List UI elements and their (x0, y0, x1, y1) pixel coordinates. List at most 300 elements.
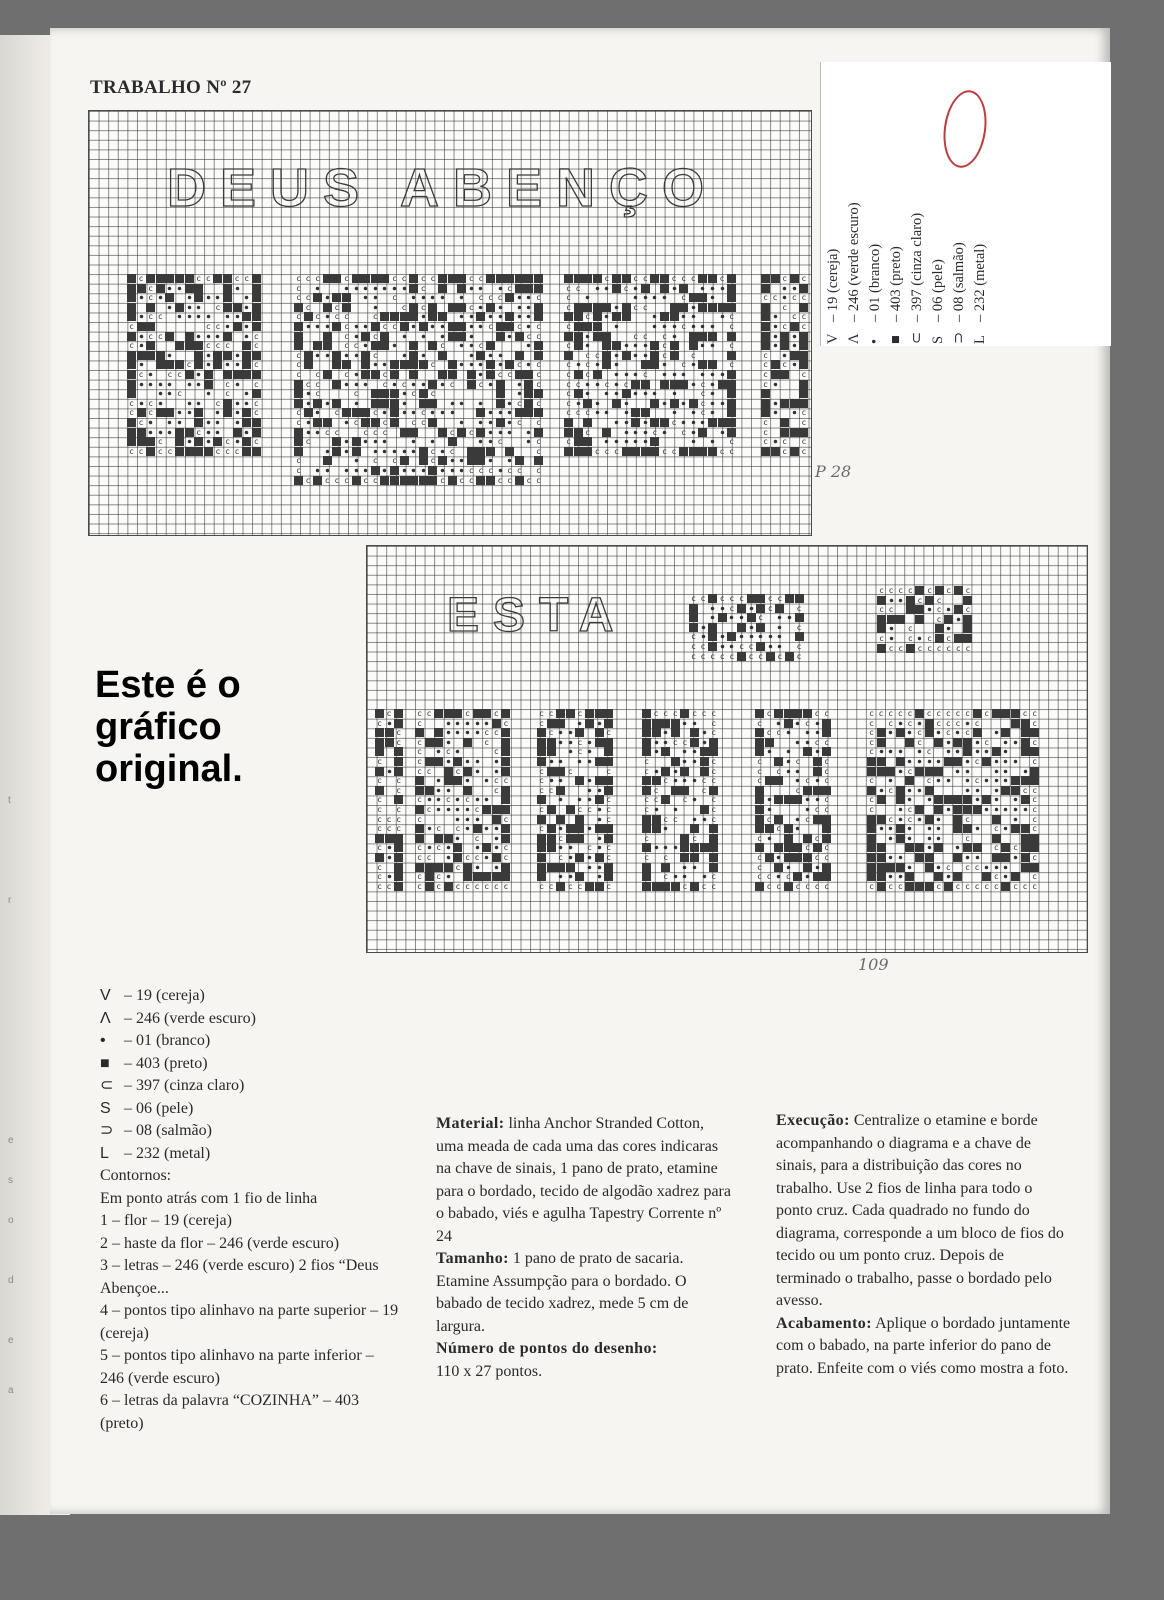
stitch-cell (642, 728, 651, 737)
stitch-cell (1011, 757, 1020, 766)
stitch-cell (780, 293, 789, 302)
stitch-cell (771, 332, 780, 341)
stitch-cell (982, 776, 991, 785)
stitch-cell (556, 815, 565, 824)
stitch-cell (486, 303, 495, 312)
stitch-cell (534, 428, 543, 437)
stitch-cell (934, 872, 943, 881)
stitch-cell (925, 843, 934, 852)
stitch-cell (482, 872, 491, 881)
stitch-cell (935, 634, 944, 643)
stitch-cell (394, 747, 403, 756)
stitch-cell (905, 728, 914, 737)
stitch-cell (1021, 824, 1030, 833)
stitch-cell (194, 351, 203, 360)
stitch-cell: c (377, 881, 382, 891)
stitch-cell (1021, 863, 1030, 872)
stitch-cell (482, 824, 491, 833)
stitch-cell (982, 872, 991, 881)
stitch-cell: c (324, 475, 330, 485)
stitch-cell (765, 795, 774, 804)
stitch-cell (556, 824, 565, 833)
material-paragraph (436, 1113, 732, 1248)
stitch-cell: c (606, 795, 612, 805)
stitch-cell: c (681, 427, 687, 437)
stitch-cell: c (305, 274, 311, 283)
stitch-cell (718, 604, 727, 613)
stitch-cell: c (663, 872, 669, 882)
stitch-cell (496, 351, 505, 360)
stitch-cell (896, 747, 905, 756)
stitch-cell (304, 389, 313, 398)
stitch-cell (718, 428, 727, 437)
stitch-cell (803, 805, 812, 814)
page-title: TRABALHO Nº 27 (90, 77, 252, 98)
stitch-cell (444, 843, 453, 852)
stitch-cell (915, 853, 924, 862)
stitch-cell: c (497, 370, 503, 379)
stitch-cell (765, 853, 774, 862)
stitch-cell (556, 795, 565, 804)
stitch-cell: c (392, 293, 397, 303)
stitch-cell: c (763, 437, 768, 447)
stitch-cell: c (1032, 718, 1038, 728)
stitch-cell (409, 380, 418, 389)
stitch-cell (185, 341, 194, 350)
stitch-cell: c (663, 853, 669, 862)
stitch-cell (642, 843, 651, 852)
stitch-cell: c (927, 586, 932, 595)
stitch-cell: c (566, 341, 571, 351)
stitch-cell (463, 863, 472, 872)
stitch-cell (127, 293, 136, 302)
stitch-cell (524, 303, 533, 312)
stitch-cell (390, 370, 399, 379)
stitch-cell (771, 447, 780, 456)
stitch-cell (877, 615, 886, 624)
stitch-cell (233, 360, 242, 369)
stitch-cell (185, 437, 194, 446)
stitch-cell (925, 815, 934, 824)
stitch-cell (915, 843, 924, 852)
stitch-cell (699, 623, 708, 632)
stitch-cell (784, 757, 793, 766)
stitch-cell (641, 351, 650, 360)
stitch-cell: c (587, 843, 592, 853)
stitch-cell: c (606, 814, 612, 824)
stitch-cell (233, 437, 242, 446)
stitch-cell (185, 274, 194, 283)
stitch-cell (434, 757, 443, 766)
legend-row (100, 985, 400, 1008)
stitch-cell (223, 399, 232, 408)
stitch-cell: c (757, 766, 762, 776)
stitch-cell (419, 456, 428, 465)
size-text: 1 pano de prato de sacaria. (512, 1250, 684, 1267)
stitch-cell: c (148, 283, 154, 293)
stitch-cell (146, 380, 155, 389)
stitch-cell (332, 351, 341, 360)
stitch-cell (473, 795, 482, 804)
stitch-cell (204, 312, 213, 321)
stitch-cell (886, 853, 895, 862)
stitch-cell (803, 872, 812, 881)
stitch-cell: c (700, 398, 706, 408)
stitch-cell (944, 795, 953, 804)
stitch-cell (233, 312, 242, 321)
stitch-cell (709, 843, 718, 852)
stitch-cell: c (417, 737, 422, 747)
stitch-cell: c (719, 651, 725, 661)
stitch-cell: c (701, 709, 707, 718)
stitch-cell (670, 341, 679, 350)
stitch-cell: c (917, 737, 922, 747)
stitch-cell (803, 863, 812, 872)
stitch-cell (444, 776, 453, 785)
stitch-cell (954, 586, 963, 595)
stitch-cell (419, 293, 428, 302)
stitch-cell (361, 274, 370, 283)
stitch-cell (574, 332, 583, 341)
stitch-cell (954, 605, 963, 614)
stitch-cell (622, 312, 631, 321)
stitch-cell (670, 389, 679, 398)
stitch-cell: c (907, 814, 913, 824)
stitch-cell (294, 322, 303, 331)
stitch-cell: c (225, 341, 230, 351)
stitch-cell: c (474, 881, 480, 891)
stitch-cell (642, 719, 651, 728)
stitch-cell (165, 274, 174, 283)
stitch-cell (718, 303, 727, 312)
stitch-cell: c (334, 302, 340, 312)
stitch-cell (718, 370, 727, 379)
stitch-cell (137, 341, 146, 350)
stitch-cell (953, 815, 962, 824)
stitch-cell: c (1013, 843, 1018, 853)
stitch-cell: c (772, 293, 778, 303)
stitch-cell (680, 709, 689, 718)
stitch-cell (505, 360, 514, 369)
contorno-item: 4 – pontos tipo alinhavo na parte superior – 19 (cereja) (100, 1302, 399, 1342)
contorno-item: 2 – haste da flor – 246 (verde escuro) (100, 1234, 340, 1252)
stitch-cell (595, 824, 604, 833)
stitch-cell (434, 776, 443, 785)
stitch-cell (896, 757, 905, 766)
stitch-cell (1001, 757, 1010, 766)
stitch-cell (496, 274, 505, 283)
stitch-cell (175, 341, 184, 350)
stitch-cell: c (663, 814, 669, 824)
stitch-cell (547, 757, 556, 766)
stitch-cell (223, 332, 232, 341)
stitch-cell (631, 293, 640, 302)
stitch-cell (194, 447, 203, 456)
stitch-cell: c (691, 594, 696, 603)
stitch-cell (671, 786, 680, 795)
stitch-cell: c (791, 312, 797, 322)
stitch-cell: c (186, 360, 192, 370)
stitch-cell (323, 341, 332, 350)
stitch-cell: c (484, 728, 490, 738)
stitch-cell: c (801, 408, 807, 418)
stitch-cell: c (1013, 881, 1018, 891)
stitch-cell (670, 370, 679, 379)
stitch-cell (204, 389, 213, 398)
stitch-cell: c (305, 293, 311, 303)
stitch-cell (915, 805, 924, 814)
stitch-cell (425, 824, 434, 833)
stitch-cell: c (824, 843, 830, 853)
stitch-cell (604, 719, 613, 728)
stitch-cell (661, 738, 670, 747)
stitch-cell (332, 293, 341, 302)
stitch-cell (660, 418, 669, 427)
stitch-cell: c (644, 766, 649, 776)
stitch-cell (213, 360, 222, 369)
stitch-cell (294, 476, 303, 485)
stitch-cell (689, 428, 698, 437)
stitch-cell (670, 408, 679, 417)
stitch-cell (233, 284, 242, 293)
stitch-cell: c (417, 795, 422, 805)
stitch-cell (457, 456, 466, 465)
stitch-cell (574, 399, 583, 408)
stitch-cell (505, 322, 514, 331)
stitch-cell: c (907, 634, 913, 643)
stitch-cell: c (633, 302, 639, 312)
stitch-cell (679, 399, 688, 408)
stitch-cell (453, 709, 462, 718)
stitch-cell (1021, 728, 1030, 737)
stitch-cell (708, 604, 717, 613)
stitch-cell: c (805, 881, 810, 891)
stitch-cell (444, 719, 453, 728)
stitch-cell (790, 447, 799, 456)
stitch-cell (790, 274, 799, 283)
stitch-cell (146, 428, 155, 437)
stitch-cell (400, 351, 409, 360)
stitch-cell (425, 882, 434, 891)
stitch-cell (992, 757, 1001, 766)
stitch-cell: c (566, 370, 571, 379)
stitch-cell (438, 312, 447, 321)
stitch-cell (612, 389, 621, 398)
stitch-cell (425, 863, 434, 872)
stitch-cell (342, 360, 351, 369)
stitch-cell (934, 815, 943, 824)
stitch-cell (780, 341, 789, 350)
stitch-cell (175, 312, 184, 321)
stitch-cell (709, 834, 718, 843)
stitch-cell: c (623, 379, 629, 389)
stitch-cell: c (926, 747, 932, 757)
legend-text: – 06 (pele) (124, 1099, 194, 1117)
stitch-cell: c (1022, 785, 1028, 795)
stitch-cell: c (757, 718, 762, 728)
stitch-cell (361, 370, 370, 379)
stitch-cell (486, 312, 495, 321)
stitch-cell (793, 767, 802, 776)
stitch-cell (463, 757, 472, 766)
stitch-cell: c (516, 322, 522, 331)
stitch-cell: c (157, 312, 163, 322)
stitch-cell (771, 322, 780, 331)
stitch-cell (906, 596, 915, 605)
stitch-cell (394, 795, 403, 804)
stitch-cell (486, 341, 495, 350)
stitch-cell (727, 642, 736, 651)
stitch-cell (934, 757, 943, 766)
stitch-cell (453, 843, 462, 852)
stitch-cell: c (426, 766, 432, 776)
stitch-cell (660, 380, 669, 389)
stitch-cell: c (801, 418, 807, 427)
stitch-cell (252, 370, 261, 379)
stitch-cell: c (334, 475, 340, 485)
stitch-cell (242, 428, 251, 437)
stitch-cell (175, 303, 184, 312)
stitch-cell (482, 853, 491, 862)
stitch-cell (973, 824, 982, 833)
stitch-cell (394, 843, 403, 852)
stitch-cell (700, 805, 709, 814)
stitch-cell (564, 274, 573, 283)
stitch-cell: c (782, 302, 788, 312)
stitch-cell: c (633, 274, 639, 283)
stitch-cell (954, 615, 963, 624)
stitch-cell: c (662, 446, 667, 456)
stitch-cell (501, 805, 510, 814)
stitch-cell (453, 757, 462, 766)
stitch-cell: c (196, 427, 202, 437)
stitch-cell (747, 594, 756, 603)
stitch-cell: c (539, 881, 544, 891)
stitch-cell (747, 623, 756, 632)
stitch-cell (867, 863, 876, 872)
stitch-cell: c (536, 437, 541, 447)
stitch-cell (501, 863, 510, 872)
key-symbol: V (825, 333, 841, 344)
stitch-cell (448, 303, 457, 312)
stitch-cell (679, 418, 688, 427)
stitch-cell: c (926, 776, 932, 786)
stitch-cell (425, 738, 434, 747)
stitch-cell (642, 872, 651, 881)
stitch-cell: c (372, 456, 378, 466)
stitch-cell: c (869, 881, 874, 891)
stitch-cell (1001, 709, 1010, 718)
stitch-cell (137, 399, 146, 408)
stitch-cell (223, 312, 232, 321)
stitch-cell: c (585, 360, 591, 370)
stitch-cell: c (372, 312, 378, 322)
stitch-cell: c (548, 709, 554, 718)
stitch-cell (896, 719, 905, 728)
stitch-cell (822, 834, 831, 843)
stitch-cell (361, 284, 370, 293)
stitch-cell (642, 815, 651, 824)
stitch-cell: c (539, 785, 544, 795)
stitch-cell: c (682, 737, 688, 747)
stitch-cell (342, 437, 351, 446)
stitch-cell (409, 341, 418, 350)
stitch-cell (213, 293, 222, 302)
stitch-cell (194, 360, 203, 369)
stitch-cell: c (536, 466, 541, 475)
stitch-cell (194, 399, 203, 408)
stitch-cell (886, 747, 895, 756)
stitch-cell (793, 776, 802, 785)
stitch-cell (419, 380, 428, 389)
stitch-cell (595, 863, 604, 872)
stitch-cell (165, 380, 174, 389)
stitch-cell (661, 795, 670, 804)
stitch-cell (352, 466, 361, 475)
stitch-cell (680, 719, 689, 728)
stitch-cell (492, 824, 501, 833)
stitch-cell (501, 795, 510, 804)
stitch-cell (352, 332, 361, 341)
stitch-cell (790, 408, 799, 417)
stitch-cell (304, 312, 313, 321)
stitch-cell: c (917, 728, 922, 738)
stitch-cell: c (824, 805, 830, 814)
stitch-cell (428, 322, 437, 331)
stitch-cell (793, 709, 802, 718)
stitch-cell (680, 863, 689, 872)
stitch-cell: c (1032, 814, 1038, 824)
stitch-cell (765, 824, 774, 833)
stitch-cell (661, 728, 670, 737)
stitch-cell: c (566, 389, 571, 399)
stitch-cell (774, 843, 783, 852)
stitch-cell: c (386, 881, 392, 891)
stitch-cell: c (392, 274, 397, 283)
stitch-cell (690, 776, 699, 785)
stitch-cell (708, 418, 717, 427)
stitch-cell (680, 843, 689, 852)
stitch-cell: c (869, 718, 874, 728)
stitch-cell (631, 389, 640, 398)
stitch-cell (476, 447, 485, 456)
stitch-cell: c (711, 766, 717, 776)
stitch-cell (698, 303, 707, 312)
stitch-cell: c (585, 370, 591, 379)
stitch-cell (1021, 747, 1030, 756)
stitch-cell (390, 312, 399, 321)
stitch-cell (1001, 882, 1010, 891)
stitch-cell (813, 728, 822, 737)
stitch-cell (515, 476, 524, 485)
stitch-cell (428, 303, 437, 312)
stitch-cell (313, 408, 322, 417)
stitch-cell (242, 341, 251, 350)
stitch-cell (233, 399, 242, 408)
stitch-cell (822, 786, 831, 795)
stitch-cell (709, 853, 718, 862)
stitch-cell (524, 312, 533, 321)
key-symbol: L (972, 335, 988, 344)
stitch-cell: c (671, 274, 677, 283)
stitch-cell (127, 274, 136, 283)
stitch-cell (953, 843, 962, 852)
stitch-cell (537, 747, 546, 756)
stitch-cell (642, 738, 651, 747)
stitch-cell (467, 351, 476, 360)
stitch-cell (877, 872, 886, 881)
stitch-cell: c (869, 728, 874, 738)
